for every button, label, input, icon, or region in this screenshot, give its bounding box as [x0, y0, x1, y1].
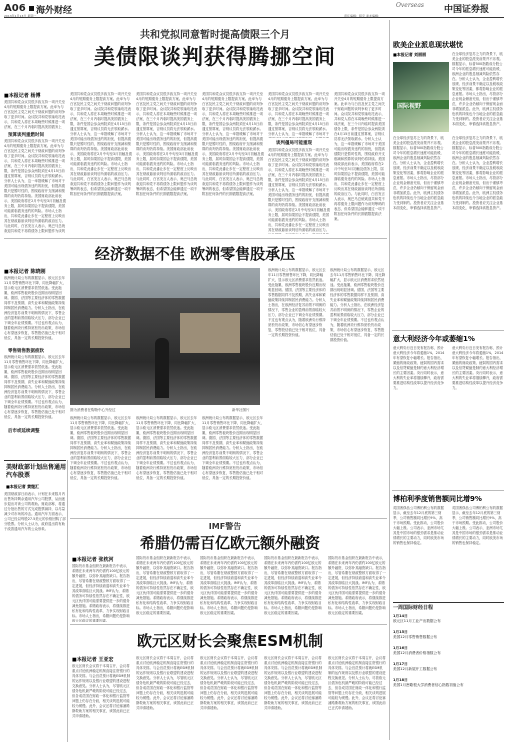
story3-headline: 希腊仍需百亿欧元额外融资 [139, 534, 320, 552]
story1-body-col1b: 美国共和党众议员很多致支持一项开关至4月的短期债务上限提高方案。此举为与白宫及民主党之间关于财政问题的谈判争取了更多时间。众议院共和党领袖坎托表示，共和党人将在本周晚些时候推进一项法案，在三个月内临时提高美国债务上限，条件是国会参众两院须在4月15日前通过预算案，否则议员将无法领取薪水。分析人士认为，这一举措缓解了市场对于美国可能出现债务违约的担忧，但提高债限只是暂时性的，围绕政府开支削减和预算的谈判仍将持续。美国财政部此前表示，美国政府将在2月中旬至3月初触及债务上限，届时如果国会不提高债限，美国可能面临债务违约的风险。市场人士指出，共和党此番让步在一定程度上反映出其在财政悬崖谈判后所面临的政治压力。与此同时，白宫发言人表示，奥巴马总统欢迎共和党不再将债务上限问题作为谈判 [4, 139, 66, 233]
story2-body-col1b: 欧洲统计局公布的数据显示，欧元区去年11月零售销售环比下降，同比降幅扩大，显示欧元区消费需求依然低迷。受此拖累，欧洲零售板块股价近期出现明显回调。德国、法国等主要经济体的零售数据同样不及预期，高失业率和紧缩政策持续抑制居民消费能力。分析人士指出，在欧洲经济复苏前景不明朗的情况下，零售企业的盈利前景面临较大压力，部分企业已下调全年业绩预期。不过也有观点认为，随着欧洲央行维持宽松货币政策，市场信心有望逐步恢复，零售股估值已处于相对低位，具备一定的长期投资价值。 [4, 355, 66, 419]
story3-body-col2: 国际货币基金组织在最新报告中表示，希腊在未来两年内仍需约100亿欧元的额外融资，以弥补其融资缺口。报告指出，尽管希腊在财政整顿方面取得了一定进展，但经济持续衰退和高失业率令其改革面临巨大挑战。IMF认为，希腊的债务可持续性依然存在不确定性，欧元区伙伴国可能需要提供进一步的债务减免措施。希腊政府表示，将继续推进私有化和结构性改革，力争实现财政目标。市场人士指出，希腊问题仍是影响欧元区稳定的重要因素。 [136, 556, 194, 615]
story1-headline: 美债限谈判获得腾挪空间 [94, 45, 336, 69]
photo-window-a [90, 318, 130, 348]
calendar-item [393, 678, 504, 688]
story3-body-col5: 国际货币基金组织在最新报告中表示，希腊在未来两年内仍需约100亿欧元的额外融资，以弥补其融资缺口。报告指出，尽管希腊在财政整顿方面取得了一定进展，但经济持续衰退和高失业率令其改革面临巨大挑战。IMF认为，希腊的债务可持续性依然存在不确定性，欧元区伙伴国可能需要提供进一步的债务减免措施。希腊政府表示，将继续推进私有化和结构性改革，力争实现财政目标。市场人士指出，希腊问题仍是影响欧元区稳定的重要因素。 [328, 556, 386, 615]
story4-byline: ■本报记者 王亚宏 [72, 657, 114, 663]
story1-body-col2: 美国共和党众议员很多致支持一项开关至4月的短期债务上限提高方案。此举为与白宫及民主党之间关于财政问题的谈判争取了更多时间。众议院共和党领袖坎托表示，共和党人将在本周晚些时候推进一项法案，在三个月内临时提高美国债务上限，条件是国会参众两院须在4月15日前通过预算案，否则议员将无法领取薪水。分析人士认为，这一举措缓解了市场对于美国可能出现债务违约的担忧，但提高债限只是暂时性的，围绕政府开支削减和预算的谈判仍将持续。美国财政部此前表示，美国政府将在2月中旬至3月初触及债务上限，届时如果国会不提高债限，美国可能面临债务违约的风险。市场人士指出，共和党此番让步在一定程度上反映出其在财政悬崖谈判后所面临的政治压力。与此同时，白宫发言人表示，奥巴马总统欢迎共和党不再将债务上限问题作为谈判筹码的表态，但希望国会能够通过一项不附加任何条件的长期债限提高法案。 [70, 92, 132, 196]
story1-body-col4: 美国共和党众议员很多致支持一项开关至4月的短期债务上限提高方案。此举为与白宫及民主党之间关于财政问题的谈判争取了更多时间。众议院共和党领袖坎托表示，共和党人将在本周晚些时候推进一项法案，在三个月内临时提高美国债务上限，条件是国会参众两院须在4月15日前通过预算案，否则议员将无法领取薪水。分析人士认为，这一举措缓解了市场对于美国可能出现债务违约的担忧，但提高债限只是暂时性的，围绕政府开支削减和预算的谈判仍将持续。美国财政部此前表示，美国政府将在2月中旬至3月初触及债务上限，届时如果国会不提高债限，美国可能面临债务违约的风险。市场人士指出，共和党此番让步在一定程度上反映出其在财政悬崖谈判后所面临的政治压力。与此同时，白宫发言人表示，奥巴马总统欢迎共和党不再将债务上限问题作为谈判筹码的表态，但希望国会能够通过一项不附加任何条件的长期债限提高法案。 [202, 92, 264, 196]
calendar-item-date: 1月14日 [393, 614, 408, 618]
story1-body-col3: 美国共和党众议员很多致支持一项开关至4月的短期债务上限提高方案。此举为与白宫及民主党之间关于财政问题的谈判争取了更多时间。众议院共和党领袖坎托表示，共和党人将在本周晚些时候推进一项法案，在三个月内临时提高美国债务上限，条件是国会参众两院须在4月15日前通过预算案，否则议员将无法领取薪水。分析人士认为，这一举措缓解了市场对于美国可能出现债务违约的担忧，但提高债限只是暂时性的，围绕政府开支削减和预算的谈判仍将持续。美国财政部此前表示，美国政府将在2月中旬至3月初触及债务上限，届时如果国会不提高债限，美国可能面临债务违约的风险。市场人士指出，共和党此番让步在一定程度上反映出其在财政悬崖谈判后所面临的政治压力。与此同时，白宫发言人表示，奥巴马总统欢迎共和党不再将债务上限问题作为谈判筹码的表态，但希望国会能够通过一项不附加任何条件的长期债限提高法案。 [136, 92, 198, 196]
page-code: A06 [4, 3, 26, 14]
sidebar-body-a: 在全球经济复苏乏力的背景下，欧美企业的股息派发前景并不乐观。数据显示，标普500指数成分股公司今年的派息增长速度可能放缓，欧洲企业的股息削减风险依然存在。分析人士认为，企业盈利增长放缓、经济前景不确定以及税收政策变化等因素，都将影响企业的派息意愿。市场人士指出，尽管部分企业现金储备充裕，但出于谨慎考虑，许多企业仍倾向于保留现金而非增加派息。此外，欧洲主权债务危机的持续也令当地企业的派息能力受到制约。投资者应关注企业基本面变化，审慎选择高股息资产。 [452, 52, 503, 126]
calendar-header [393, 602, 504, 611]
story3-body-col1: 国际货币基金组织在最新报告中表示，希腊在未来两年内仍需约100亿欧元的额外融资，以弥补其融资缺口。报告指出，尽管希腊在财政整顿方面取得了一定进展，但经济持续衰退和高失业率令其改革面临巨大挑战。IMF认为，希腊的债务可持续性依然存在不确定性，欧元区伙伴国可能需要提供进一步的债务减免措施。希腊政府表示，将继续推进私有化和结构性改革，力争实现财政目标。市场人士指出，希腊问题仍是影响欧元区稳定的重要因素。 [72, 564, 130, 622]
calendar-item-date: 1月17日 [393, 662, 408, 666]
brand-cn: 中国证券报 [444, 5, 490, 15]
story4-body-col3: 欧元区财长会议将于本周召开，会议将重点讨论欧洲稳定机制直接注资银行的具体安排。与会官员预计将就ESM机制的运作规则以及银行业联盟的建设进程交换意见。分析人士认为，尽管欧元区债务危机最严峻的阶段可能已经过去，但各成员国在财政一体化和银行监管等问题上仍存在分歧，相关谈判进展可能较为缓慢。此外，会议还将讨论塞浦路斯救助方案的相关事宜，该国此前已正式申请援助。 [200, 656, 259, 710]
calendar-title: 一周国际财经日程 [393, 605, 434, 611]
story2-photo [70, 268, 260, 405]
calendar-item-text: 美国12月新屋开工数据公布 [393, 667, 438, 671]
story1-byline: ■本报记者 杨博 [4, 93, 41, 99]
story3-kicker: IMF警告 [208, 522, 242, 531]
right-body1-a: 意大利央行近日发布报告称，预计意大利经济今年将萎缩1%，2014年有望恢复小幅增长。报告指出，紧缩的财政政策、疲弱的国内需求以及信贷紧缩是制约意大利经济增长的主要因素。央行同时表示，意大利的失业率将继续攀升，政府需要推进结构性改革以提升经济竞争力。 [393, 346, 445, 390]
right-head2: 博柏利季度销售额同比增9% [393, 495, 482, 503]
story3-byline: ■本报记者 张枕河 [72, 557, 114, 563]
story2-subhead-a: 零售销售数据疲软 [8, 349, 44, 354]
story2-subhead-b: 后市或延续调整 [8, 429, 40, 434]
story4-body-col4: 欧元区财长会议将于本周召开，会议将重点讨论欧洲稳定机制直接注资银行的具体安排。与会官员预计将就ESM机制的运作规则以及银行业联盟的建设进程交换意见。分析人士认为，尽管欧元区债务危机最严峻的阶段可能已经过去，但各成员国在财政一体化和银行监管等问题上仍存在分歧，相关谈判进展可能较为缓慢。此外，会议还将讨论塞浦路斯救助方案的相关事宜，该国此前已正式申请援助。 [264, 656, 323, 710]
divider-left-box-top [4, 460, 66, 461]
story4-headline: 欧元区财长会聚焦ESM机制 [137, 632, 323, 650]
page-header [4, 2, 504, 18]
right-body1-b: 意大利央行近日发布报告称，预计意大利经济今年将萎缩1%，2014年有望恢复小幅增长。报告指出，紧缩的财政政策、疲弱的国内需求以及信贷紧缩是制约意大利经济增长的主要因素。央行同时表示，意大利的失业率将继续攀升，政府需要推进结构性改革以提升经济竞争力。 [452, 346, 504, 390]
story2-photo-credit: 新华社图片 [232, 408, 250, 412]
calendar-item-date: 1月18日 [393, 678, 408, 682]
story2-body-col5: 欧洲统计局公布的数据显示，欧元区去年11月零售销售环比下降，同比降幅扩大，显示欧元区消费需求依然低迷。受此拖累，欧洲零售板块股价近期出现明显回调。德国、法国等主要经济体的零售数据同样不及预期，高失业率和紧缩政策持续抑制居民消费能力。分析人士指出，在欧洲经济复苏前景不明朗的情况下，零售企业的盈利前景面临较大压力，部分企业已下调全年业绩预期。不过也有观点认为，随着欧洲央行维持宽松货币政策，市场信心有望逐步恢复，零售股估值已处于相对低位，具备一定的长期投资价值。 [268, 268, 326, 337]
section-bullet-icon [29, 6, 34, 11]
section-title: 海外财经 [36, 6, 73, 16]
left-box-title: 美财政部计划出售通用汽车股票 [6, 464, 67, 479]
right-head1: 意大利经济今年或萎缩1% [393, 335, 475, 343]
story1-body-col5: 美国共和党众议员很多致支持一项开关至4月的短期债务上限提高方案。此举为与白宫及民主党之间关于财政问题的谈判争取了更多时间。众议院共和党领袖坎托表示，共和党人将在本周晚些时候推进一项法案，在三个月内临时提高美国债务上限，条件是国会参众两院须在4月15日前通过预算案，否则议员将无法领取薪水。分析人士认为，这一举措缓解了市场对于 [268, 92, 330, 136]
story2-body-col2: 欧洲统计局公布的数据显示，欧元区去年11月零售销售环比下降，同比降幅扩大，显示欧元区消费需求依然低迷。受此拖累，欧洲零售板块股价近期出现明显回调。德国、法国等主要经济体的零售数据同样不及预期，高失业率和紧缩政策持续抑制居民消费能力。分析人士指出，在欧洲经济复苏前景不明朗的情况下，零售企业的盈利前景面临较大压力，部分企业已下调全年业绩预期。不过也有观点认为，随着欧洲央行维持宽松货币政策，市场信心有望逐步恢复，零售股估值已处于相对低位，具备一定的长期投资价值。 [70, 416, 132, 480]
right-body2-b: 英国奢侈品公司博柏利公布的数据显示，截至去年12月底的第三财季，公司销售额同比增长9%，高于市场预期。受此推动，公司股价大幅上涨。公司表示，亚洲市场尤其是中国市场的强劲需求是推动业绩增长的主要动力，同时欧美市场的销售也保持稳定。 [452, 506, 503, 545]
story2-body-col1: 欧洲统计局公布的数据显示，欧元区去年11月零售销售环比下降，同比降幅扩大，显示欧元区消费需求依然低迷。受此拖累，欧洲零售板块股价近期出现明显回调。德国、法国等主要经济体的零售数据同样不及预期，高失业率和紧缩政策持续抑制居民消费能力。分析人士指出，在欧洲经济复苏前景不明朗的情况下，零售企业的盈利前景面临较大压力，部分企业已下调全年业绩预期。不过也有观点认为，随着欧洲央行维持宽松货币政策，市场信心有望逐步恢复，零售股估值已处于相对低位，具备一定的长期投资价值。 [4, 276, 66, 340]
calendar-item [393, 630, 504, 640]
story2-photo-caption: 图为消费者在购物中心外经过 [70, 408, 116, 412]
left-box-byline: ■本报记者 黄继汇 [6, 484, 40, 489]
story1-body-col5b: 美国共和党众议员很多致支持一项开关至4月的短期债务上限提高方案。此举为与白宫及民主党之间关于财政问题的谈判争取了更多时间。众议院共和党领袖坎托表示，共和党人将在本周晚些时候推进一项法案，在三个月内临时提高美国债务上限，条件是国会参众两院须在4月15日前通过预算案，否则议员将无法领取薪水。分析人士认为，这一举措缓解了市场对于美国可能出现债务违约的担忧，但提高债限只是暂时性的，围绕政府开支削减和预算的谈判仍将持续。美国财政部此前表示，美国政府将在2月中旬至3月初触及债务上限，届时如果国会不提高债限，美国可能面临债务违约的风险。市场人士指出，共和党此番让步在一定程度上反映出其在财政悬崖谈判后所面临的政治压力。 [268, 148, 330, 232]
date-line: 2013年1月13日 星期一 [4, 14, 37, 18]
story1-body-col6: 美国共和党众议员很多致支持一项开关至4月的短期债务上限提高方案。此举为与白宫及民主党之间关于财政问题的谈判争取了更多时间。众议院共和党领袖坎托表示，共和党人将在本周晚些时候推进一项法案，在三个月内临时提高美国债务上限，条件是国会参众两院须在4月15日前通过预算案，否则议员将无法领取薪水。分析人士认为，这一举措缓解了市场对于美国可能出现债务违约的担忧，但提高债限只是暂时性的，围绕政府开支削减和预算的谈判仍将持续。美国财政部此前表示，美国政府将在2月中旬至3月初触及债务上限，届时如果国会不提高债限，美国可能面临债务违约的风险。市场人士指出，共和党此番让步在一定程度上反映出其在财政悬崖谈判后所面临的政治压力。与此同时，白宫发言人表示，奥巴马总统欢迎共和党不再将债务上限问题作为谈判筹码的表态，但希望国会能够通过一项不附加任何条件的长期债限提高法案。 [334, 92, 385, 221]
story1-subhead-b: 谈判僵局可能重现 [276, 141, 312, 146]
right-body2-a: 英国奢侈品公司博柏利公布的数据显示，截至去年12月底的第三财季，公司销售额同比增长9%，高于市场预期。受此推动，公司股价大幅上涨。公司表示，亚洲市场尤其是中国市场的强劲需求是推动业绩增长的主要动力，同时欧美市场的销售也保持稳定。 [393, 506, 444, 545]
story1-kicker: 共和党拟同意暂时提高债限三个月 [140, 30, 290, 41]
calendar-item-text: 美国1月密歇根大学消费者信心指数初值公布 [393, 683, 464, 687]
divider-story3-bottom [70, 624, 387, 625]
story1-body-col1: 美国共和党众议员很多致支持一项开关至4月的短期债务上限提高方案。此举为与白宫及民主党之间关于财政问题的谈判争取了更多时间。众议院共和党领袖坎托表示，共和党人将在本周晚些时候推进一项法案，在三个月内临时提高美国债务上 [4, 100, 66, 129]
calendar-item-text: 美国12月消费者价格指数公布 [393, 651, 441, 655]
divider-right-1 [392, 330, 504, 331]
story3-body-col3: 国际货币基金组织在最新报告中表示，希腊在未来两年内仍需约100亿欧元的额外融资，以弥补其融资缺口。报告指出，尽管希腊在财政整顿方面取得了一定进展，但经济持续衰退和高失业率令其改革面临巨大挑战。IMF认为，希腊的债务可持续性依然存在不确定性，欧元区伙伴国可能需要提供进一步的债务减免措施。希腊政府表示，将继续推进私有化和结构性改革，力争实现财政目标。市场人士指出，希腊问题仍是影响欧元区稳定的重要因素。 [200, 556, 258, 615]
brand-en: Overseas [396, 2, 425, 9]
story2-headline: 经济数据不佳 欧洲零售股承压 [94, 245, 296, 263]
sidebar-tag-banner [393, 100, 449, 109]
calendar-item [393, 662, 504, 672]
story4-body-col5: 欧元区财长会议将于本周召开，会议将重点讨论欧洲稳定机制直接注资银行的具体安排。与会官员预计将就ESM机制的运作规则以及银行业联盟的建设进程交换意见。分析人士认为，尽管欧元区债务危机最严峻的阶段可能已经过去，但各成员国在财政一体化和银行监管等问题上仍存在分歧，相关谈判进展可能较为缓慢。此外，会议还将讨论塞浦路斯救助方案的相关事宜，该国此前已正式申请援助。 [328, 656, 386, 710]
divider-left-box-right [67, 460, 68, 742]
calendar-item-text: 美国12月零售销售数据公布 [393, 635, 438, 639]
divider-right-2 [392, 490, 504, 491]
calendar-item [393, 614, 504, 624]
photo-window-b [180, 313, 240, 353]
sidebar-tag: 国际视野 [397, 103, 422, 110]
calendar-item-date: 1月15日 [393, 630, 408, 634]
sidebar-byline: ■本报记者 刘丽丽 [393, 52, 427, 57]
sidebar-body-c: 在全球经济复苏乏力的背景下，欧美企业的股息派发前景并不乐观。数据显示，标普500指数成分股公司今年的派息增长速度可能放缓，欧洲企业的股息削减风险依然存在。分析人士认为，企业盈利增长放缓、经济前景不确定以及税收政策变化等因素，都将影响企业的派息意愿。市场人士指出，尽管部分企业现金储备充裕，但出于谨慎考虑，许多企业仍倾向于保留现金而非增加派息。此外，欧洲主权债务危机的持续也令当地企业的派息能力受到制约。投资者应关注企业基本面变化，审慎选择高股息资产。 [452, 136, 503, 210]
story4-body-col1: 欧元区财长会议将于本周召开，会议将重点讨论欧洲稳定机制直接注资银行的具体安排。与会官员预计将就ESM机制的运作规则以及银行业联盟的建设进程交换意见。分析人士认为，尽管欧元区债务危机最严峻的阶段可能已经过去，但各成员国在财政一体化和银行监管等问题上仍存在分歧，相关谈判进展可能较为缓慢。此外，会议还将讨论塞浦路斯救助方案的相关事宜，该国此前已正式申请援助。 [72, 664, 131, 718]
sidebar-title: 欧美企业派息现状堪忧 [393, 41, 463, 49]
calendar-list [393, 614, 504, 694]
story3-body-col4: 国际货币基金组织在最新报告中表示，希腊在未来两年内仍需约100亿欧元的额外融资，以弥补其融资缺口。报告指出，尽管希腊在财政整顿方面取得了一定进展，但经济持续衰退和高失业率令其改革面临巨大挑战。IMF认为，希腊的债务可持续性依然存在不确定性，欧元区伙伴国可能需要提供进一步的债务减免措施。希腊政府表示，将继续推进私有化和结构性改革，力争实现财政目标。市场人士指出，希腊问题仍是影响欧元区稳定的重要因素。 [264, 556, 322, 615]
sidebar-photo [393, 62, 449, 132]
story1-subhead-a: 预算谈判重燃时间 [8, 133, 44, 138]
calendar-item-text: 欧元区11月工业产出数据公布 [393, 619, 441, 623]
photo-person [155, 338, 169, 398]
story2-body-col4: 欧洲统计局公布的数据显示，欧元区去年11月零售销售环比下降，同比降幅扩大，显示欧元区消费需求依然低迷。受此拖累，欧洲零售板块股价近期出现明显回调。德国、法国等主要经济体的零售数据同样不及预期，高失业率和紧缩政策持续抑制居民消费能力。分析人士指出，在欧洲经济复苏前景不明朗的情况下，零售企业的盈利前景面临较大压力，部分企业已下调全年业绩预期。不过也有观点认为，随着欧洲央行维持宽松货币政策，市场信心有望逐步恢复，零售股估值已处于相对低位，具备一定的长期投资价值。 [202, 416, 264, 480]
story2-byline: ■本报记者 陈晓刚 [4, 269, 46, 275]
divider-story2-bottom [70, 518, 387, 519]
sidebar-body-b: 在全球经济复苏乏力的背景下，欧美企业的股息派发前景并不乐观。数据显示，标普500指数成分股公司今年的派息增长速度可能放缓，欧洲企业的股息削减风险依然存在。分析人士认为，企业盈利增长放缓、经济前景不确定以及税收政策变化等因素，都将影响企业的派息意愿。市场人士指出，尽管部分企业现金储备充裕，但出于谨慎考虑，许多企业仍倾向于保留现金而非增加派息。此外，欧洲主权债务危机的持续也令当地企业的派息能力受到制约。投资者应关注企业基本面变化，审慎选择高股息资产。 [393, 136, 444, 210]
story4-body-col2: 欧元区财长会议将于本周召开，会议将重点讨论欧洲稳定机制直接注资银行的具体安排。与会官员预计将就ESM机制的运作规则以及银行业联盟的建设进程交换意见。分析人士认为，尽管欧元区债务危机最严峻的阶段可能已经过去，但各成员国在财政一体化和银行监管等问题上仍存在分歧，相关谈判进展可能较为缓慢。此外，会议还将讨论塞浦路斯救助方案的相关事宜，该国此前已正式申请援助。 [136, 656, 195, 710]
calendar-item [393, 646, 504, 656]
divider-story1-bottom [4, 238, 387, 239]
story2-body-col6: 欧洲统计局公布的数据显示，欧元区去年11月零售销售环比下降，同比降幅扩大，显示欧元区消费需求依然低迷。受此拖累，欧洲零售板块股价近期出现明显回调。德国、法国等主要经济体的零售数据同样不及预期，高失业率和紧缩政策持续抑制居民消费能力。分析人士指出，在欧洲经济复苏前景不明朗的情况下，零售企业的盈利前景面临较大压力，部分企业已下调全年业绩预期。不过也有观点认为，随着欧洲央行维持宽松货币政策，市场信心有望逐步恢复，零售股估值已处于相对低位，具备一定的长期投资价值。 [330, 268, 386, 342]
divider-vertical-main [389, 20, 390, 740]
left-box-body: 美国财政部日前表示，计划在未来数月内出售所持剩余通用汽车公司股票，从而逐步退出对该公司的救助。财政部称，将通过分批出售的方式完成股票减持，以尽量减少对市场的冲击。通用汽车方面表示，公司已经以每股27.5美元的价格回购了部分股票。分析人士认为，政府退出将有助于改善通用汽车的公众形象。 [4, 492, 66, 531]
calendar-item-date: 1月16日 [393, 646, 408, 650]
editor-line: 责任编辑：程宇 美术编辑： [344, 14, 381, 18]
story2-body-col3: 欧洲统计局公布的数据显示，欧元区去年11月零售销售环比下降，同比降幅扩大，显示欧元区消费需求依然低迷。受此拖累，欧洲零售板块股价近期出现明显回调。德国、法国等主要经济体的零售数据同样不及预期，高失业率和紧缩政策持续抑制居民消费能力。分析人士指出，在欧洲经济复苏前景不明朗的情况下，零售企业的盈利前景面临较大压力，部分企业已下调全年业绩预期。不过也有观点认为，随着欧洲央行维持宽松货币政策，市场信心有望逐步恢复，零售股估值已处于相对低位，具备一定的长期投资价值。 [136, 416, 198, 480]
